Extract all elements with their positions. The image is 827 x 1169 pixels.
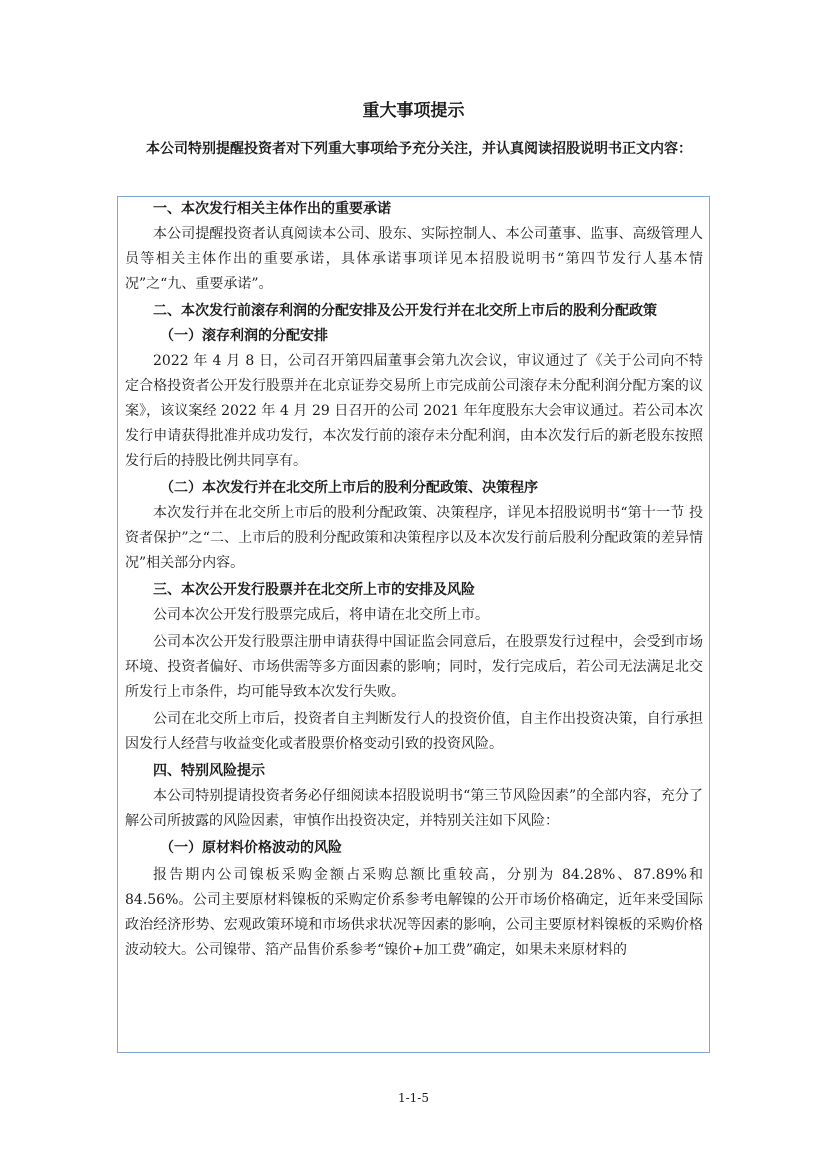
page-number: 1-1-5 [397,1091,429,1105]
section-heading-1: 一、本次发行相关主体作出的重要承诺 [153,201,391,217]
section-1-paragraph: 本公司提醒投资者认真阅读本公司、股东、实际控制人、本公司董事、监事、高级管理人员等相关主体作出的重要承诺，具体承诺事项详见本招股说明书“第四节发行人基本情况”之“九、重要承诺”。 [125,226,703,292]
section-3-paragraph-1: 公司本次公开发行股票完成后，将申请在北交所上市。 [153,607,489,623]
section-3-paragraph-2: 公司本次公开发行股票注册申请获得中国证监会同意后，在股票发行过程中，会受到市场环境、投资者偏好、市场供需等多方面因素的影响；同时，发行完成后，若公司无法满足北交所发行上市条件，均可能导致本次发行失败。 [125,634,703,700]
subsection-heading-2-1: （一）滚存利润的分配安排 [160,328,328,344]
notice-box-content [125,197,703,963]
section-4-paragraph-2: 报告期内公司镍板采购金额占采购总额比重较高，分别为 84.28%、87.89%和 84.56%。公司主要原材料镍板的采购定价系参考电解镍的公开市场价格确定，近年来受国际政治经济形势、宏观政策环境和市场供求状况等因素的影响，公司主要原材料镍板的采购价格波动较大。公司镍带、箔产品售价系参考“镍价+加工费”确定，如果未来原材料的 [125,867,703,958]
subsection-heading-4-1: （一）原材料价格波动的风险 [160,840,342,856]
section-heading-2: 二、本次发行前滚存利润的分配安排及公开发行并在北交所上市后的股利分配政策 [153,303,657,319]
section-3-paragraph-3: 公司在北交所上市后，投资者自主判断发行人的投资价值，自主作出投资决策，自行承担因发行人经营与收益变化或者股票价格变动引致的投资风险。 [125,711,703,752]
subsection-heading-2-2: （二）本次发行并在北交所上市后的股利分配政策、决策程序 [160,480,538,496]
page-title: 重大事项提示 [362,101,465,121]
intro-paragraph: 本公司特别提醒投资者对下列重大事项给予充分关注，并认真阅读招股说明书正文内容： [146,141,692,157]
section-2-paragraph-1: 2022 年 4 月 8 日，公司召开第四届董事会第九次会议，审议通过了《关于公司向不特定合格投资者公开发行股票并在北京证券交易所上市完成前公司滚存未分配利润分配方案的议案》，该议案经 2022 年 4 月 29 日召开的公司 2021 年年度股东大会审议通过。若公司本次发行申请获得批准并成功发行，本次发行前的滚存未分配利润，由本次发行后的新老股东按照发行后的持股比例共同享有。 [125,353,703,469]
section-heading-4: 四、特别风险提示 [153,763,265,779]
section-heading-3: 三、本次公开发行股票并在北交所上市的安排及风险 [153,582,475,598]
section-2-paragraph-2: 本次发行并在北交所上市后的股利分配政策、决策程序，详见本招股说明书“第十一节 投资者保护”之“二、上市后的股利分配政策和决策程序以及本次发行前后股利分配政策的差异情况”相关部分内容。 [125,505,703,571]
section-4-paragraph-1: 本公司特别提请投资者务必仔细阅读本招股说明书“第三节风险因素”的全部内容，充分了解公司所披露的风险因素，审慎作出投资决定，并特别关注如下风险： [125,788,703,829]
